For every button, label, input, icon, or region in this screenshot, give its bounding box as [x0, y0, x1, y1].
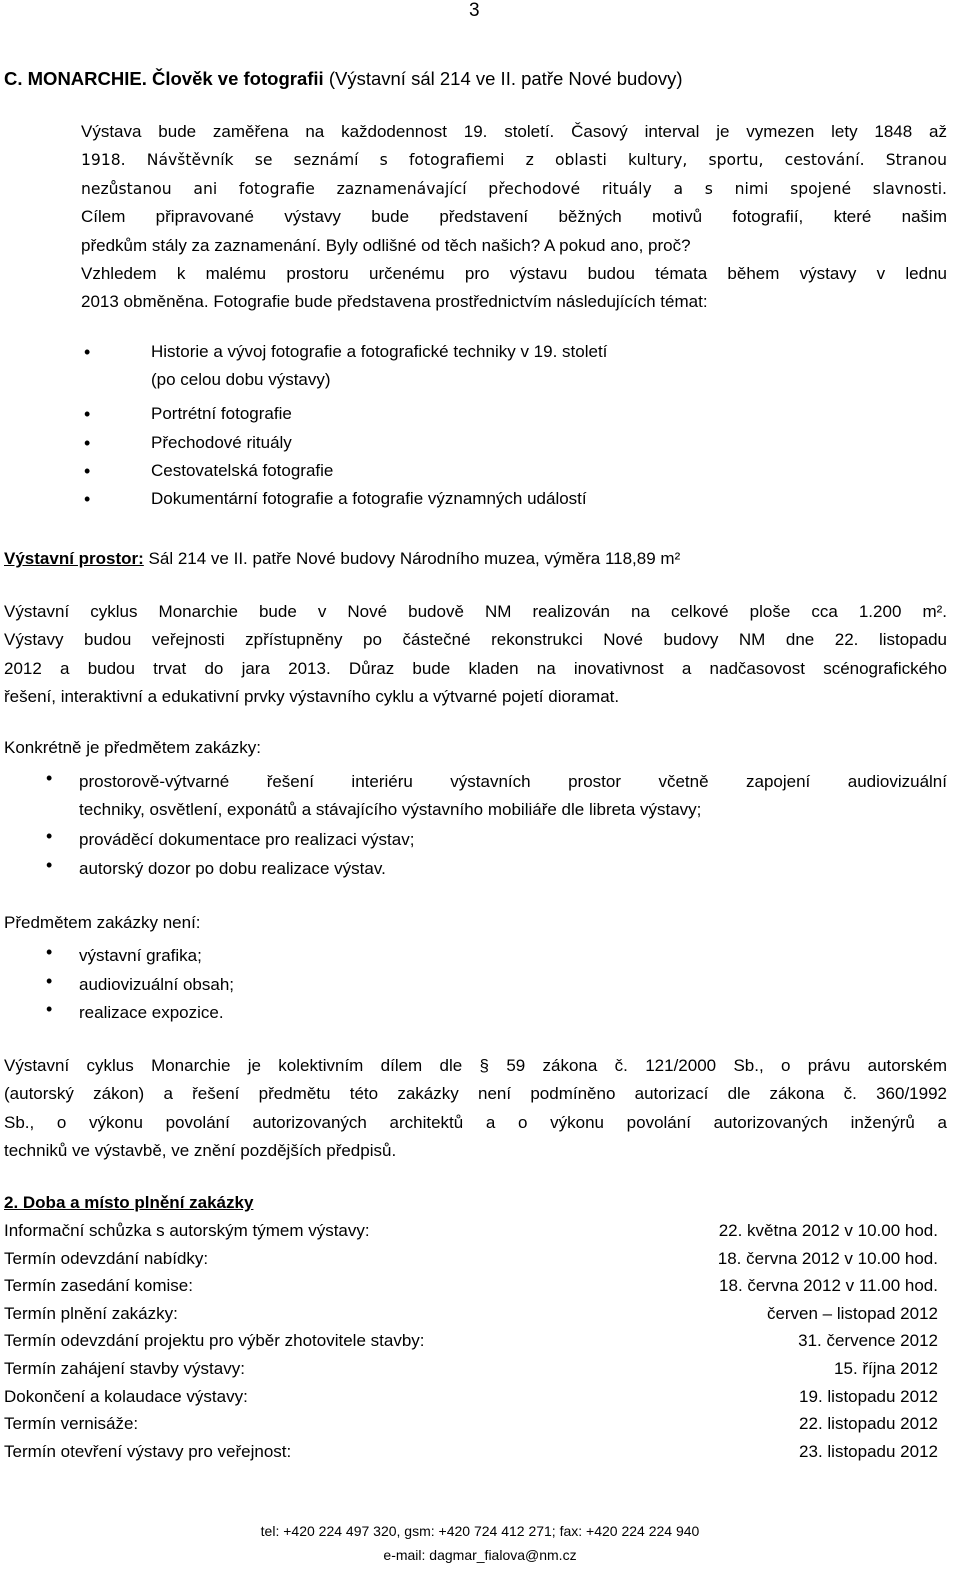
- schedule-row: [4, 1304, 938, 1332]
- schedule-label: Termín vernisáže:: [4, 1414, 139, 1434]
- schedule-label: Termín otevření výstavy pro veřejnost:: [4, 1441, 292, 1461]
- schedule-value: 22. listopadu 2012: [799, 1414, 938, 1434]
- copyright-line: (autorský zákon) a řešení předmětu této zakázky není podmíněno autorizací dle zákona č. 360/1992: [4, 1084, 947, 1104]
- section-heading-bold: C. MONARCHIE. Člověk ve fotografii: [4, 68, 324, 89]
- schedule-label: Termín odevzdání projektu pro výběr zhotovitele stavby:: [4, 1331, 425, 1351]
- schedule-row: [4, 1221, 938, 1249]
- cycle-line: 2012 a budou trvat do jara 2013. Důraz bude kladen na inovativnost a nadčasovost scénografického: [4, 658, 947, 678]
- copyright-line: Sb., o výkonu povolání autorizovaných architektů a o výkonu povolání autorizovaných inženýrů a: [4, 1112, 947, 1132]
- copyright-line: Výstavní cyklus Monarchie je kolektivním dílem dle § 59 zákona č. 121/2000 Sb., o právu autorském: [4, 1056, 947, 1075]
- topic-text: Přechodové rituály: [151, 433, 292, 452]
- schedule-row: [4, 1276, 938, 1304]
- schedule-value: 18. června 2012 v 10.00 hod.: [717, 1248, 938, 1268]
- intro-line: nezůstanou ani fotografie zaznamenávající přechodové rituály a s nimi spojené slavnosti.: [81, 179, 947, 198]
- copyright-line: techniků ve výstavbě, ve znění pozdějších předpisů.: [4, 1140, 397, 1160]
- section-heading: [4, 68, 683, 90]
- scope-title: Konkrétně je předmětem zakázky:: [4, 738, 262, 757]
- schedule-label: Termín odevzdání nabídky:: [4, 1248, 209, 1268]
- bullet-icon: •: [84, 433, 91, 453]
- exhibition-space-text: Sál 214 ve II. patře Nové budovy Národního muzea, výměra 118,89 m²: [143, 549, 681, 568]
- cycle-paragraph: [4, 598, 947, 711]
- footer-email: e-mail: dagmar_fialova@nm.cz: [383, 1547, 577, 1563]
- schedule-label: Termín plnění zakázky:: [4, 1303, 178, 1323]
- scope-item-line: prováděcí dokumentace pro realizaci výstav;: [79, 830, 415, 849]
- bullet-icon: •: [46, 942, 53, 962]
- bullet-icon: •: [46, 971, 53, 991]
- footer-contacts: tel: +420 224 497 320, gsm: +420 724 412 271; fax: +420 224 224 940: [260, 1523, 700, 1539]
- cycle-line: Výstavní cyklus Monarchie bude v Nové budově NM realizován na celkové ploše cca 1.200 m².: [4, 602, 947, 621]
- intro-line: Cílem připravované výstavy bude představení běžných motivů fotografií, které našim: [81, 207, 947, 227]
- exhibition-space-label: Výstavní prostor:: [4, 549, 144, 568]
- bullet-icon: •: [84, 489, 91, 509]
- scope-item-line: techniky, osvětlení, exponátů a stávajícího výstavního mobiliáře dle libreta výstavy;: [79, 800, 702, 819]
- topic-text: Cestovatelská fotografie: [151, 461, 334, 480]
- schedule-label: Informační schůzka s autorským týmem výstavy:: [4, 1221, 370, 1240]
- bullet-icon: •: [84, 461, 91, 481]
- schedule-row: [4, 1359, 938, 1387]
- schedule-value: 18. června 2012 v 11.00 hod.: [719, 1276, 938, 1296]
- schedule-row: [4, 1414, 938, 1442]
- intro-line: 1918. Návštěvník se seznámí s fotografiemi z oblasti kultury, sportu, cestování. Stranou: [81, 151, 947, 170]
- intro-line: Výstava bude zaměřena na každodennost 19. století. Časový interval je vymezen lety 1848 až: [81, 122, 947, 141]
- intro-line: Vzhledem k malému prostoru určenému pro výstavu budou témata během výstavy v lednu: [81, 264, 947, 284]
- schedule-value: 15. října 2012: [834, 1358, 938, 1378]
- schedule-title-text: 2. Doba a místo plnění zakázky: [4, 1193, 254, 1212]
- section-heading-rest: (Výstavní sál 214 ve II. patře Nové budovy): [323, 68, 683, 89]
- schedule-row: [4, 1249, 938, 1277]
- schedule-label: Dokončení a kolaudace výstavy:: [4, 1386, 248, 1406]
- schedule-table: [4, 1221, 938, 1469]
- schedule-value: 22. května 2012 v 10.00 hod.: [718, 1221, 938, 1240]
- bullet-icon: •: [84, 404, 91, 424]
- schedule-row: [4, 1442, 938, 1470]
- intro-paragraph: [81, 118, 947, 317]
- topic-text: Dokumentární fotografie a fotografie významných událostí: [151, 489, 587, 508]
- schedule-title: [4, 1193, 253, 1213]
- bullet-icon: •: [46, 768, 53, 788]
- schedule-value: červen – listopad 2012: [766, 1303, 938, 1323]
- scope-item-line: autorský dozor po dobu realizace výstav.: [79, 859, 386, 878]
- not-scope-item-text: audiovizuální obsah;: [79, 975, 235, 994]
- schedule-value: 19. listopadu 2012: [799, 1386, 938, 1406]
- exhibition-space: [4, 549, 680, 569]
- scope-item-line: prostorově-výtvarné řešení interiéru výstavních prostor včetně zapojení audiovizuální: [79, 772, 947, 791]
- schedule-label: Termín zahájení stavby výstavy:: [4, 1358, 245, 1378]
- cycle-line: Výstavy budou veřejnosti zpřístupněny po částečné rekonstrukci Nové budovy NM dne 22. listopadu: [4, 630, 947, 650]
- schedule-label: Termín zasedání komise:: [4, 1276, 193, 1296]
- topic-text: Portrétní fotografie: [151, 404, 292, 423]
- not-scope-title: Předmětem zakázky není:: [4, 913, 201, 932]
- copyright-paragraph: [4, 1052, 947, 1165]
- bullet-icon: •: [46, 826, 53, 846]
- bullet-icon: •: [46, 999, 53, 1019]
- schedule-row: [4, 1331, 938, 1359]
- schedule-row: [4, 1387, 938, 1415]
- schedule-value: 23. listopadu 2012: [799, 1441, 938, 1461]
- not-scope-item-text: realizace expozice.: [79, 1003, 224, 1022]
- cycle-line: řešení, interaktivní a edukativní prvky výstavního cyklu a výtvarné pojetí dioramat.: [4, 686, 620, 706]
- bullet-icon: •: [46, 855, 53, 875]
- topic-text: (po celou dobu výstavy): [151, 370, 331, 389]
- intro-line: předkům stály za zaznamenání. Byly odlišné od těch našich? A pokud ano, proč?: [81, 235, 691, 255]
- schedule-value: 31. července 2012: [798, 1331, 938, 1351]
- bullet-icon: •: [84, 342, 91, 362]
- topic-text: Historie a vývoj fotografie a fotografické techniky v 19. století: [151, 342, 608, 361]
- not-scope-item-text: výstavní grafika;: [79, 946, 202, 965]
- intro-line: 2013 obměněna. Fotografie bude představena prostřednictvím následujících témat:: [81, 292, 708, 312]
- page-number: 3: [469, 0, 480, 21]
